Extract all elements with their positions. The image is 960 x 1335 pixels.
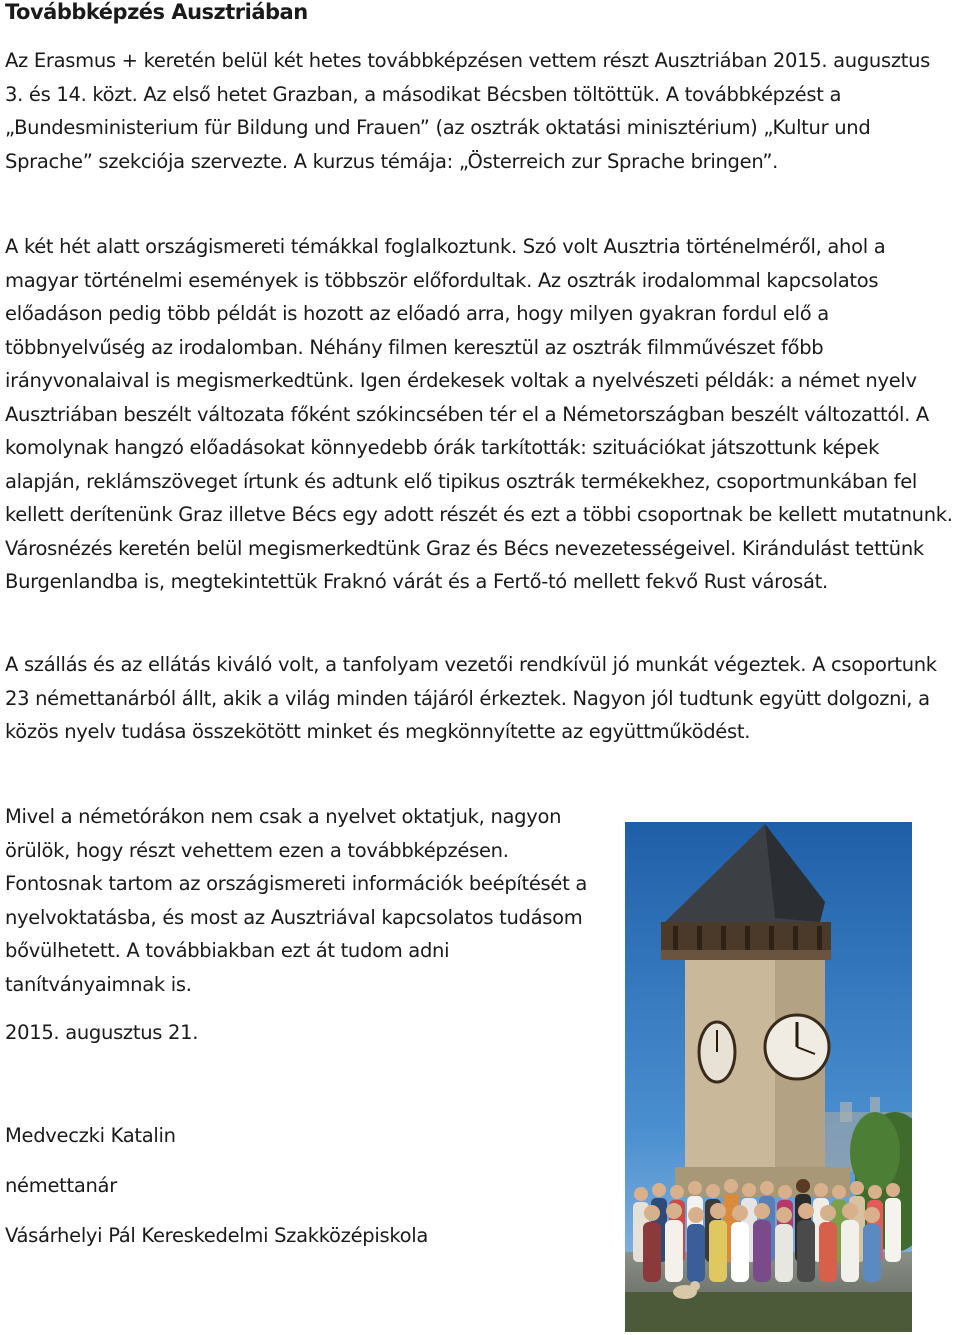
paragraph-course-content: A két hét alatt országismereti témákkal foglalkoztunk. Szó volt Ausztria történelméről, ahol a magyar történelmi események is többször előfordultak. Az osztrák irodalommal kapcsolatos előadáson pedig több példát is hozott az előadó arra, hogy milyen gyakran fordul elő a többnyelvűség az irodalomban. Néhány filmen keresztül az osztrák filmművészet főbb irányvonalaival is megismerkedtünk. Igen érdekesek voltak a nyelvészeti példák: a német nyelv Ausztriában beszélt változata főként szókincsében tér el a Németországban beszélt változattól. A komolynak hangzó előadásokat könnyedebb órák tarkították: szituációkat játszottunk képek alapján, reklámszöveget írtunk és adtunk elő tipikus osztrák termékekhez, csoportmunkában fel kellett derítenünk Graz illetve Bécs egy adott részét és ezt a többi csoportnak be kellett mutatnunk. Városnézés keretén belül megismerkedtünk Graz és Bécs nevezetességeivel. Kirándulást tettünk Burgenlandba is, megtekintettük Fraknó várát és a Fertő-tó mellett fekvő Rust városát. <box>5 235 953 593</box>
paragraph-conclusion: Mivel a németórákon nem csak a nyelvet oktatjuk, nagyon örülök, hogy részt vehettem ezen a továbbképzésen. Fontosnak tartom az országismereti információk beépítését a nyelvoktatásba, és most az Ausztriával kapcsolatos tudásom bővülhetett. A továbbiakban ezt át tudom adni tanítványaimnak is. <box>5 805 588 996</box>
document-date: 2015. augusztus 21. <box>5 1021 199 1044</box>
group-photo-clock-tower <box>625 822 912 1332</box>
paragraph-accommodation: A szállás és az ellátás kiváló volt, a tanfolyam vezetői rendkívül jó munkát végeztek. A csoportunk 23 némettanárból állt, akik a világ minden tájáról érkeztek. Nagyon jól tudtunk együtt dolgozni, a közös nyelv tudása összekötött minket és megkönnyítette az együttműködést. <box>5 653 937 743</box>
signature-name: Medveczki Katalin <box>5 1124 176 1147</box>
document-title: Továbbképzés Ausztriában <box>5 0 308 24</box>
paragraph-intro: Az Erasmus + keretén belül két hetes továbbképzésen vettem részt Ausztriában 2015. augusztus 3. és 14. közt. Az első hetet Grazban, a másodikat Bécsben töltöttük. A továbbképzést a „Bundesministerium für Bildung und Frauen” (az osztrák oktatási minisztérium) „Kultur und Sprache” szekciója szervezte. A kurzus témája: „Österreich zur Sprache bringen”. <box>5 49 931 173</box>
signature-role: némettanár <box>5 1174 117 1197</box>
photo-illustration <box>625 822 912 1332</box>
signature-school: Vásárhelyi Pál Kereskedelmi Szakközépiskola <box>5 1224 429 1247</box>
